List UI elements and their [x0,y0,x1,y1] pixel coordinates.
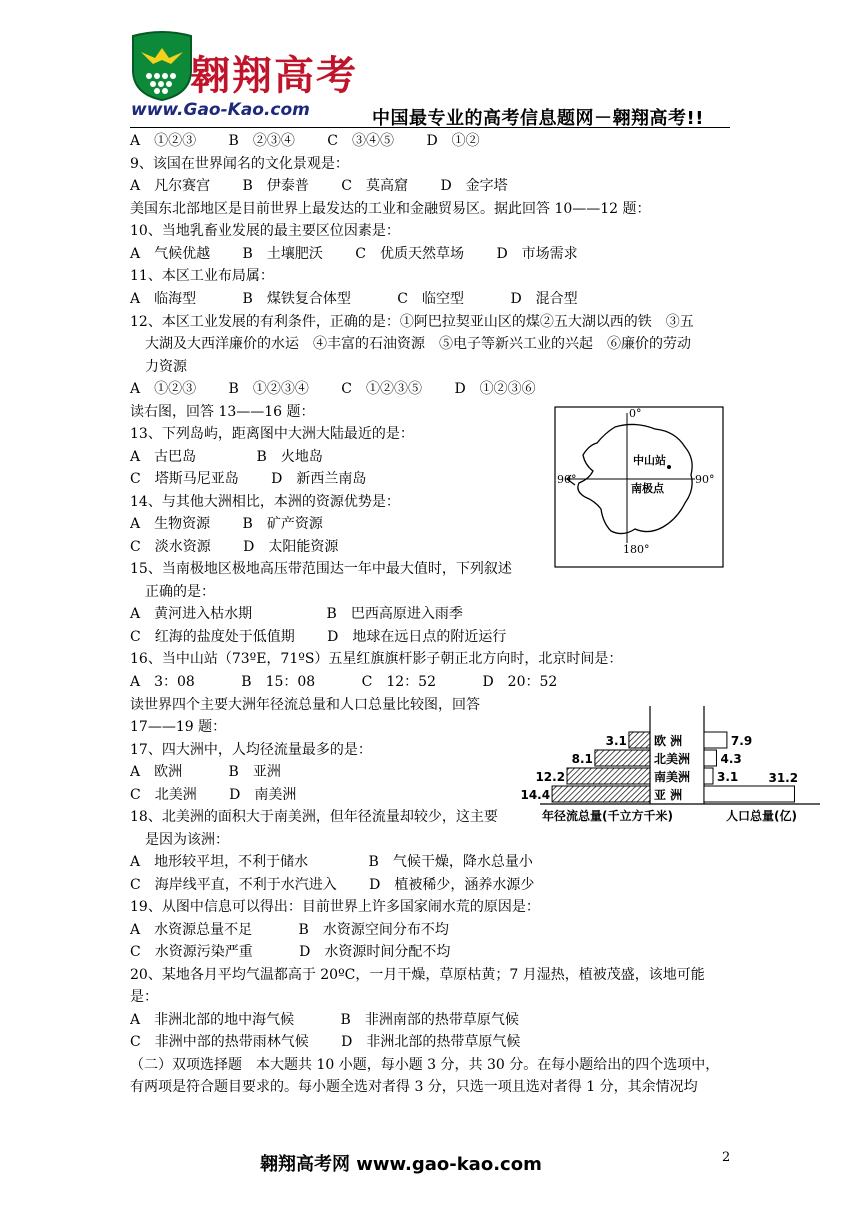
lat-label-top: 0° [629,407,642,420]
text-line: C 塔斯马尼亚岛 D 新西兰南岛 [130,471,367,487]
runoff-bar [567,768,650,784]
runoff-bar [552,786,650,802]
text-line: A 临海型 B 煤铁复合体型 C 临空型 D 混合型 [130,291,578,307]
runoff-axis-label: 年径流总量(千立方千米) [542,809,673,823]
south-pole-label: 南极点 [631,482,664,495]
text-line: A 非洲北部的地中海气候 B 非洲南部的热带草原气候 [130,1012,519,1028]
text-line: 正确的是： [145,584,215,600]
text-line: 12、本区工业发展的有利条件，正确的是：①阿巴拉契亚山区的煤②五大湖以西的铁 ③五 [130,314,694,330]
population-bar [704,768,713,784]
text-line: A 水资源总量不足 B 水资源空间分布不均 [130,922,449,938]
runoff-value-label: 12.2 [535,770,566,784]
text-line: A 地形较平坦，不利于储水 B 气候干燥，降水总量小 [130,854,533,870]
runoff-bar [595,750,650,766]
text-line: A 古巴岛 B 火地岛 [130,449,323,465]
runoff-population-chart [520,706,820,836]
population-bar [704,732,727,748]
text-line: 力资源 [145,359,187,375]
text-line: A 欧洲 B 亚洲 [130,764,281,780]
continent-label: 北美洲 [654,752,691,766]
continent-label: 亚 洲 [654,788,683,802]
text-line: C 水资源污染严重 D 水资源时间分配不均 [130,944,451,960]
text-line: C 海岸线平直，不利于水汽进入 D 植被稀少，涵养水源少 [130,877,535,893]
text-line: A 3：08 B 15：08 C 12：52 D 20：52 [130,674,558,690]
text-line: 9、该国在世界闻名的文化景观是： [130,156,349,172]
runoff-value-label: 3.1 [605,734,627,748]
lat-label-bottom: 180° [623,543,650,556]
runoff-value-label: 14.4 [520,788,551,802]
text-line: （二）双项选择题 本大题共 10 小题，每小题 3 分，共 30 分。在每小题给出的四个选项中， [130,1057,720,1073]
text-line: A 黄河进入枯水期 B 巴西高原进入雨季 [130,606,463,622]
text-line: 14、与其他大洲相比，本洲的资源优势是： [130,494,400,510]
population-value-label: 31.2 [768,771,799,785]
continent-label: 欧 洲 [654,734,683,748]
runoff-bar [629,732,650,748]
logo-text: 翱翔高考 [190,52,358,99]
text-line: 10、当地乳畜业发展的最主要区位因素是： [130,223,400,239]
text-line: C 非洲中部的热带雨林气候 D 非洲北部的热带草原气候 [130,1034,521,1050]
text-line: A 气候优越 B 土壤肥沃 C 优质天然草场 D 市场需求 [130,246,578,262]
continent-label: 南美洲 [654,770,691,784]
antarctica-map [545,405,725,575]
footer-site-text: 翱翔高考网 www.gao-kao.com [260,1154,542,1175]
text-line: 17——19 题： [130,719,227,735]
text-line: C 北美洲 D 南美洲 [130,787,297,803]
population-value-label: 3.1 [716,770,739,784]
text-line: 美国东北部地区是目前世界上最发达的工业和金融贸易区。据此回答 10——12 题： [130,201,651,217]
runoff-value-label: 8.1 [571,752,593,766]
population-value-label: 7.9 [730,734,753,748]
text-line: A ①②③ B ①②③④ C ①②③⑤ D ①②③⑥ [130,381,536,397]
text-line: 13、下列岛屿，距离图中大洲大陆最近的是： [130,426,414,442]
zhongshan-station-label: 中山站 [633,454,666,467]
site-url[interactable]: www.Gao-Kao.com [131,100,310,120]
text-line: 15、当南极地区极地高压带范围达一年中最大值时，下列叙述 [130,561,512,577]
text-line: A 生物资源 B 矿产资源 [130,516,323,532]
gao-kao-logo-icon [127,30,197,102]
zhongshan-station-marker [667,465,671,469]
text-line: 19、从图中信息可以得出：目前世界上许多国家闹水荒的原因是： [130,899,540,915]
text-line: 11、本区工业布局属： [130,268,274,284]
text-line: 16、当中山站（73ºE，71ºS）五星红旗旗杆影子朝正北方向时，北京时间是： [130,651,623,667]
text-line: C 红海的盐度处于低值期 D 地球在远日点的附近运行 [130,629,507,645]
lon-label-left: 90° [557,473,577,486]
text-line: 20、某地各月平均气温都高于 20ºC，一月干燥，草原枯黄；7 月湿热，植被茂盛，该地可能 [130,967,705,983]
header-divider [130,127,730,128]
text-line: 大湖及大西洋廉价的水运 ④丰富的石油资源 ⑤电子等新兴工业的兴起 ⑥廉价的劳动 [145,336,691,352]
page-number: 2 [722,1150,731,1165]
population-bar [704,750,716,766]
text-line: 读右图，回答 13——16 题： [130,404,315,420]
text-line: 有两项是符合题目要求的。每小题全选对者得 3 分，只选一项且选对者得 1 分，其余情况均 [130,1079,698,1095]
text-line: 是因为该洲： [145,832,229,848]
header-tagline: 中国最专业的高考信息题网－翱翔高考!! [372,108,704,129]
text-line: A 凡尔赛宫 B 伊泰普 C 莫高窟 D 金字塔 [130,178,508,194]
population-value-label: 4.3 [720,752,742,766]
population-bar [704,786,794,802]
text-line: C 淡水资源 D 太阳能资源 [130,539,339,555]
text-line: 是： [130,989,158,1005]
text-line: 17、四大洲中，人均径流量最多的是： [130,742,372,758]
text-line: 18、北美洲的面积大于南美洲，但年径流量却较少，这主要 [130,809,498,825]
population-axis-label: 人口总量(亿) [726,809,797,823]
text-line: 读世界四个主要大洲年径流总量和人口总量比较图，回答 [130,697,480,713]
lon-label-right: 90° [695,473,715,486]
text-line: A ①②③ B ②③④ C ③④⑤ D ①② [130,133,480,149]
